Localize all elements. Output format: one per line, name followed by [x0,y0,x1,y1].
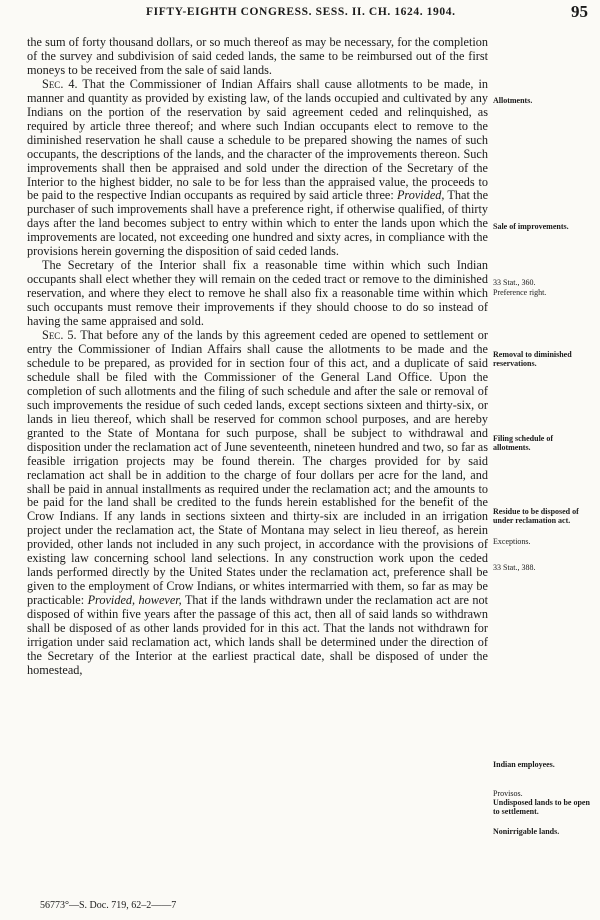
margin-note: Filing schedule of allotments. [493,434,554,452]
page-number: 95 [571,2,588,21]
paragraph-text: That the purchaser of such improvements shall have a preference right, if otherwise qualified, of thirty days after the land becomes subject to entry within which to enter the lands upon which the improvements are located, not exceeding one hundred and sixty acres, in compliance with the provisions herein governing the disposition of said ceded lands. [27,188,489,259]
running-header [0,0,600,30]
section-label: Sec. 5. [42,328,77,343]
section-5-paragraph [27,329,488,678]
section-4-paragraph [27,78,488,259]
proviso-term: Provided, however, [87,593,182,608]
margin-note: 33 Stat., 388. [493,563,536,572]
margin-note: Provisos. [493,789,523,798]
proviso-term: Provided, [396,188,445,203]
paragraph-text: That the Commissioner of Indian Affairs shall cause allotments to be made, in manner and quantity as provided by existing law, of the lands occupied and cultivated by any Indians on the portion of the reservation by said agreement ceded and relinquished, as required by article three thereof; and where such Indian occupants elect to remove to the diminished reservation he shall cause a schedule to be prepared showing the names of such occupants, the descriptions of the lands, and the character of the improvements thereon. Such improvements shall then be appraised and sold under the direction of the Secretary of the Interior to the highest bidder, no sale to be for less than the appraised value, the proceeds to be paid to the respective Indian occupants as required by said article three: [27,76,488,203]
running-head: FIFTY-EIGHTH CONGRESS. SESS. II. CH. 1624. 1904. [146,6,456,18]
paragraph-text: The Secretary of the Interior shall fix a reasonable time within which such Indian occupants shall elect whether they will remain on the ceded tract or remove to the diminished reservation, and where they elect to remove he shall also fix a reasonable time within which such occupants must remove their improvements if they should choose to do so instead of having the same appraised and sold. [27,258,488,329]
section-label: Sec. 4. [42,76,78,91]
statute-text [27,36,488,678]
margin-note: Allotments. [493,96,533,105]
paragraph [27,259,488,329]
margin-note: Indian employees. [493,760,555,769]
margin-note: Undisposed lands to be open to settlement. [493,798,590,816]
paragraph-text: the sum of forty thousand dollars, or so much thereof as may be necessary, for the completion of the survey and subdivision of said ceded lands, the same to be reimbursed out of the first moneys to be received from the sale of said lands. [27,35,488,77]
footer-signature: 56773°—S. Doc. 719, 62–2——7 [40,900,177,911]
margin-note: Sale of improvements. [493,222,569,231]
paragraph [27,36,488,78]
margin-note: Nonirrigable lands. [493,827,560,836]
paragraph-text: That before any of the lands by this agreement ceded are opened to settlement or entry the Commissioner of Indian Affairs shall cause the allotments to be made and the schedule to be prepared, as provided for in section four of this act, and a duplicate of said schedule shall be filed with the Commissioner of the General Land Office. Upon the completion of such allotments and the filing of such schedule and after the sale or removal of such improvements the residue of such ceded lands, except sections sixteen and thirty-six, or lands in lieu thereof, which shall be reserved for common school purposes, and are hereby granted to the State of Montana for such purpose, shall be subject to withdrawal and disposition under the reclamation act of June seventeenth, nineteen hundred and two, so far as feasible irrigation projects may be found therein. The charges provided for by said reclamation act shall be in addition to the charge of four dollars per acre for the land, and shall be paid in annual installments as required under the reclamation act; and the amounts to be paid for the land shall be credited to the funds herein established for the benefit of the Crow Indians. If any lands in sections sixteen and thirty-six are included in an irrigation project under the reclamation act, the State of Montana may select in lieu thereof, as herein provided, other lands not included in any such project, in accordance with the provisions of existing law concerning school land selections. In any construction work upon the ceded lands performed directly by the United States under the reclamation act, preference shall be given to the employment of Crow Indians, or whites intermarried with them, so far as may be practicable: [27,328,488,608]
margin-note: 33 Stat., 360. [493,278,536,287]
paragraph-text: That if the lands withdrawn under the reclamation act are not disposed of within five years after the passage of this act, then all of said lands so withdrawn shall be disposed of as other lands provided for in this act. That the lands not withdrawn for irrigation under said reclamation act, which lands shall be determined under the direction of the Secretary of the Interior at the earliest practical date, shall be disposed of under the homestead, [27,593,488,677]
margin-note: Removal to diminished reservations. [493,350,572,368]
margin-note: Preference right. [493,288,547,297]
margin-note: Exceptions. [493,537,531,546]
margin-note: Residue to be disposed of under reclamation act. [493,507,579,525]
